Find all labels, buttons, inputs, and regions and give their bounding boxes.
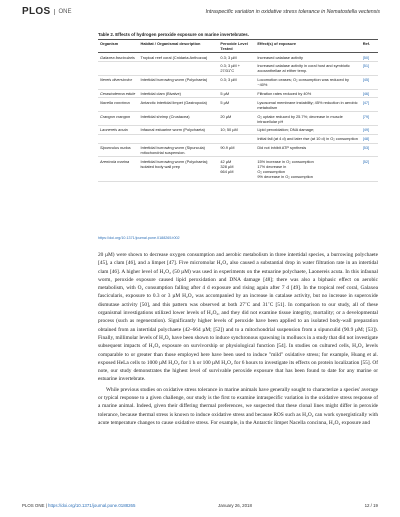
- table-header-row: [98, 40, 378, 53]
- body-paragraph: 20 µM) were shown to decrease oxygen consumption and aerobic metabolism in three intertidal species, a burrowing polychaete [45], a clam [46], and a limpet [47]. Five micromolar H₂O₂ also caused a substantial drop in water filtration rate in an intertidal clam [46]. A higher level of H₂O₂ (50 µM) was used in experiments on the estuarine polychaete, Laonereis acuta. In this infaunal worm, peroxide exposure caused lipid peroxidation and DNA damage [48]; there was also a biphasic effect on aerobic metabolism, with O₂ consumption falling after 4 d exposure and rising again after 7 d [49]. In the tropical reef coral, Galaxea fascicularis, exposure to 0.3 or 3 µM H₂O₂ was accompanied by an increase in catalase activity, but no increase in superoxide dismutase activity [50], and this pattern was observed at both 27˚C and 31˚C [51]. In comparison to our study, all of these organismal investigations utilized lower levels of H₂O₂, and they did not examine tissue integrity, mortality; or a developmental process (such as regeneration). Significantly higher levels of peroxide have been applied to an isolated body-wall preparation obtained from an intertidal polychaete (42–664 µM; [52]) and to a mitochondrial suspension from a sipunculid (90.9 µM; [53]). Finally, millimolar levels of H₂O₂ have been shown to induce synchronous spawning in molluscs in a study that did not investigate subsequent impacts of H₂O₂ exposure on survivorship or physiological function [54]. In studies on cultured cells, H₂O₂ levels comparable to or greater than those employed here have been used to induce "mild" oxidative stress; for example, Huang et al. exposed HeLa cells to 1000 µM H₂O₂ for 1 h or 100 µM H₂O₂ for 6 hours to investigate its effects on protein localization [55]. Of note, our study demonstrates the highest level of survivable peroxide exposure that has been found to date for any marine or estuarine invertebrate.: [98, 252, 378, 383]
- cell-level: 0.3; 3 µM: [218, 75, 255, 89]
- cell-effect: 15% increase in O₂ consumption 17% decrease in O₂ consumption 9% decrease in O₂ consumption: [255, 157, 360, 181]
- cell-ref[interactable]: [53]: [361, 143, 378, 157]
- logo-text: PLOS: [22, 6, 51, 17]
- table-row: [98, 89, 378, 98]
- cell-habitat: Antarctic intertidal limpet (Gastropoda): [139, 98, 219, 112]
- cell-ref[interactable]: [51]: [361, 62, 378, 76]
- cell-habitat: Tropical reef coral (Cnidaria:Anthozoa): [139, 53, 219, 62]
- running-title: Intraspecific variation in oxidative stress tolerance in Nematostella vectensis: [205, 9, 380, 15]
- cell-level: 0.3; 3 µM: [218, 53, 255, 62]
- cell-level: [218, 134, 255, 143]
- data-table: [98, 39, 378, 182]
- table-row: [98, 75, 378, 89]
- cell-ref[interactable]: [50]: [361, 53, 378, 62]
- cell-ref[interactable]: [79]: [361, 112, 378, 126]
- column-header-habitat: Habitat / Organismal description: [139, 40, 219, 53]
- cell-level: 10; 50 µM: [218, 126, 255, 135]
- column-header-organism: Organism: [98, 40, 139, 53]
- column-header-level: Peroxide Level Tested: [218, 40, 255, 53]
- cell-habitat: Intertidal burrowing worm (Sipuncula) mitochondrial suspension.: [139, 143, 219, 157]
- table-row: [98, 112, 378, 126]
- cell-habitat: [139, 62, 219, 76]
- table-row: [98, 62, 378, 76]
- cell-organism: Nereis diversicolor: [98, 75, 139, 89]
- cell-habitat: Intertidal burrowing worm (Polychaeta): [139, 75, 219, 89]
- cell-effect: Locomotion ceases; O₂ consumption was reduced by ~40%: [255, 75, 360, 89]
- cell-level: 20 µM: [218, 112, 255, 126]
- footer-date: January 26, 2018: [218, 503, 252, 508]
- column-header-ref: Ref.: [361, 40, 378, 53]
- cell-organism: Cerastoderma edule: [98, 89, 139, 98]
- table-row: [98, 53, 378, 62]
- cell-organism: Crangon crangon: [98, 112, 139, 126]
- cell-ref[interactable]: [52]: [361, 157, 378, 181]
- table-row: [98, 98, 378, 112]
- table-doi-link[interactable]: https://doi.org/10.1371/journal.pone.0188265.t002: [98, 236, 180, 240]
- cell-organism: Galaxea fascicularis: [98, 53, 139, 62]
- table-row: [98, 157, 378, 181]
- table-body: [98, 53, 378, 182]
- cell-ref[interactable]: [46]: [361, 89, 378, 98]
- cell-ref[interactable]: [49]: [361, 126, 378, 135]
- footer-doi-link[interactable]: https://doi.org/10.1371/journal.pone.0188265: [48, 503, 136, 508]
- article-body: [98, 251, 378, 427]
- cell-effect: Filtration rates reduced by 40%: [255, 89, 360, 98]
- logo-sub: ONE: [54, 9, 71, 15]
- cell-organism: Sipunculus nudus: [98, 143, 139, 157]
- cell-effect: Lipid peroxidation; DNA damage;: [255, 126, 360, 135]
- table-row: [98, 134, 378, 143]
- table-caption: Table 2. Effects of hydrogen peroxide exposure on marine invertebrates.: [98, 32, 249, 37]
- cell-level: 5 µM: [218, 89, 255, 98]
- cell-organism: [98, 134, 139, 143]
- cell-effect: Increased catalase activity in coral host and symbiotic zooxanthellae at either temp.: [255, 62, 360, 76]
- cell-effect: Lysosomal membrane instability; 45% reduction in aerobic metabolism: [255, 98, 360, 112]
- cell-effect: Initial fall (at 4 d) and later rise (at 10 d) in O₂ consumption: [255, 134, 360, 143]
- cell-effect: O₂ uptake reduced by 25.7%; decrease in muscle intracellular pH: [255, 112, 360, 126]
- cell-ref[interactable]: [47]: [361, 98, 378, 112]
- cell-level: 90.9 µM: [218, 143, 255, 157]
- plos-logo: [22, 6, 71, 17]
- table-row: [98, 126, 378, 135]
- cell-habitat: Intertidal burrowing worm (Polychaeta); isolated body wall prep: [139, 157, 219, 181]
- cell-effect: Did not inhibit ATP synthesis: [255, 143, 360, 157]
- cell-level: 0.3; 3 µM + 27/31˚C: [218, 62, 255, 76]
- cell-organism: Laonereis acuta: [98, 126, 139, 135]
- cell-habitat: [139, 134, 219, 143]
- cell-ref[interactable]: [48]: [361, 134, 378, 143]
- cell-level: 5 µM: [218, 98, 255, 112]
- cell-organism: [98, 62, 139, 76]
- cell-habitat: Intertidal shrimp (Crustacea): [139, 112, 219, 126]
- cell-effect: Increased catalase activity: [255, 53, 360, 62]
- column-header-effect: Effect(s) of exposure: [255, 40, 360, 53]
- cell-organism: Nacella concinna: [98, 98, 139, 112]
- page-header: [0, 0, 400, 24]
- cell-level: 42 µM 328 µM 664 µM: [218, 157, 255, 181]
- footer-separator: |: [44, 503, 49, 508]
- footer-citation: [22, 503, 135, 508]
- cell-habitat: Infaunal estuarine worm (Polychaeta): [139, 126, 219, 135]
- page-number: 12 / 19: [364, 503, 378, 508]
- table-row: [98, 143, 378, 157]
- cell-organism: Arenicola marina: [98, 157, 139, 181]
- body-paragraph: While previous studies on oxidative stress tolerance in marine animals have generally sought to characterize a species' average or typical response to a given challenge, our study is the first to examine intraspecific variation in the oxidative stress response of a marine animal. Indeed, given their differing thermal preferences, we suspected that these clonal lines might differ in peroxide tolerance, because thermal stress is known to induce oxidative stress and because ROS such as H₂O₂ can work synergistically with acute temperature changes to cause oxidative stress. For example, in the Antarctic limpet Nacella concinna, H₂O₂ exposure and: [98, 386, 378, 426]
- cell-habitat: Intertidal clam (Bivalve): [139, 89, 219, 98]
- cell-ref[interactable]: [45]: [361, 75, 378, 89]
- footer-journal-name: PLOS ONE: [22, 503, 45, 508]
